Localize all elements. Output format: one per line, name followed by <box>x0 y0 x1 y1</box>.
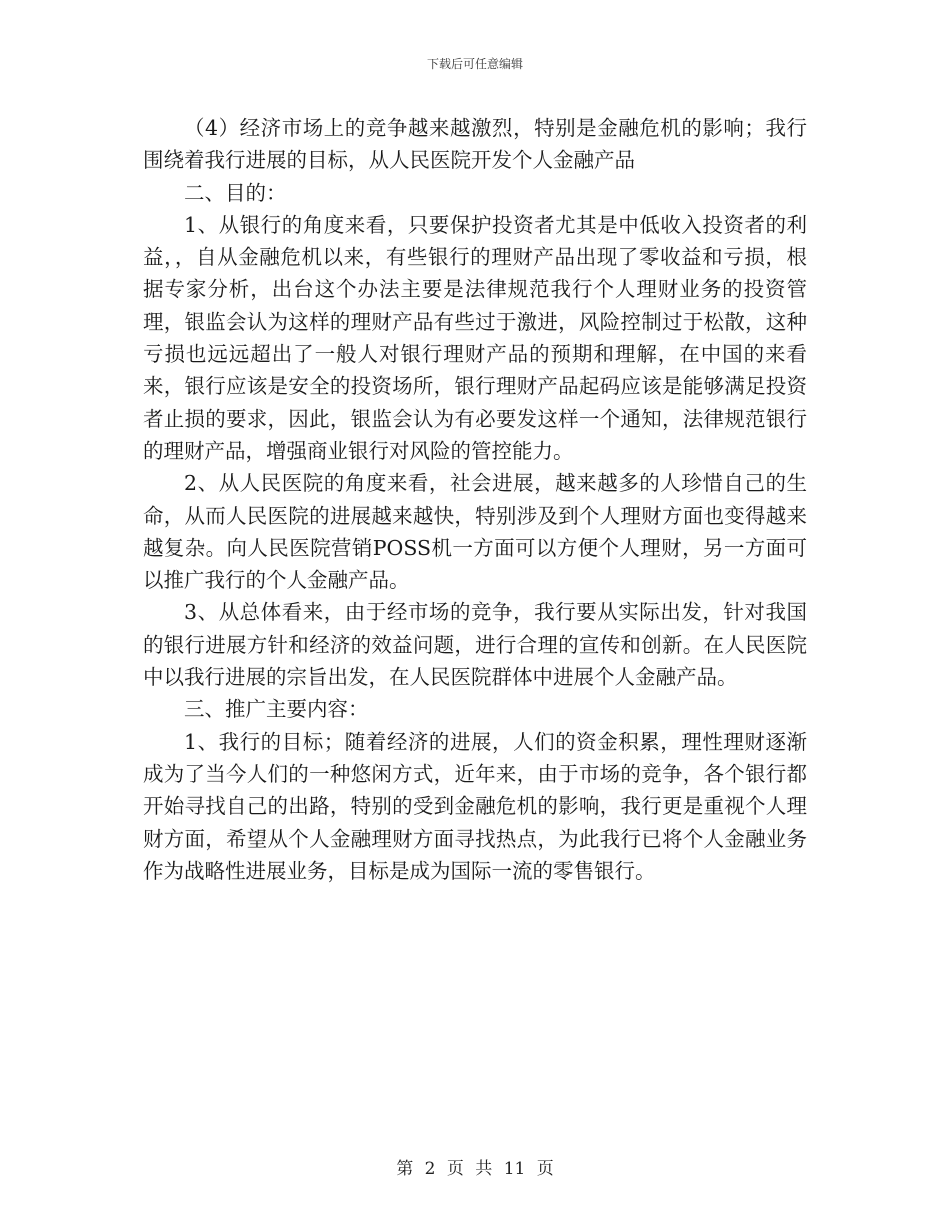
section-heading-content: 三、推广主要内容： <box>184 697 369 722</box>
paragraph-content-1: 1、我行的目标；随着经济的进展，人们的资金积累，理性理财逐渐成为了当今人们的一种悠闲方式，近年来，由于市场的竞争，各个银行都开始寻找自己的出路，特别的受到金融危机的影响，我行更是重视个人理财方面，希望从个人金融理财方面寻找热点，为此我行已将个人金融业务作为战略性进展业务，目标是成为国际一流的零售银行。 <box>143 729 807 883</box>
page-header: 下载后可任意编辑 <box>426 57 523 71</box>
section-heading-purpose: 二、目的： <box>184 180 287 205</box>
document-body <box>143 112 807 887</box>
paragraph-intro-4: （4）经济市场上的竞争越来越激烈，特别是金融危机的影响；我行围绕着我行进展的目标，从人民医院开发个人金融产品 <box>143 116 807 173</box>
page-footer: 第 2 页 共 11 页 <box>396 1159 554 1179</box>
paragraph-purpose-3: 3、从总体看来，由于经市场的竞争，我行要从实际出发，针对我国的银行进展方针和经济的效益问题，进行合理的宣传和创新。在人民医院中以我行进展的宗旨出发，在人民医院群体中进展个人金融产品。 <box>143 600 807 690</box>
paragraph-purpose-1: 1、从银行的角度来看，只要保护投资者尤其是中低收入投资者的利益，，自从金融危机以来，有些银行的理财产品出现了零收益和亏损，根据专家分析，出台这个办法主要是法律规范我行个人理财业务的投资管理，银监会认为这样的理财产品有些过于激进，风险控制过于松散，这种亏损也远远超出了一般人对银行理财产品的预期和理解，在中国的来看来，银行应该是安全的投资场所，银行理财产品起码应该是能够满足投资者止损的要求，因此，银监会认为有必要发这样一个通知，法律规范银行的理财产品，增强商业银行对风险的管控能力。 <box>143 212 807 463</box>
paragraph-purpose-2: 2、从人民医院的角度来看，社会进展，越来越多的人珍惜自己的生命，从而人民医院的进展越来越快，特别涉及到个人理财方面也变得越来越复杂。向人民医院营销POSS机一方面可以方便个人理财，另一方面可以推广我行的个人金融产品。 <box>143 471 807 593</box>
